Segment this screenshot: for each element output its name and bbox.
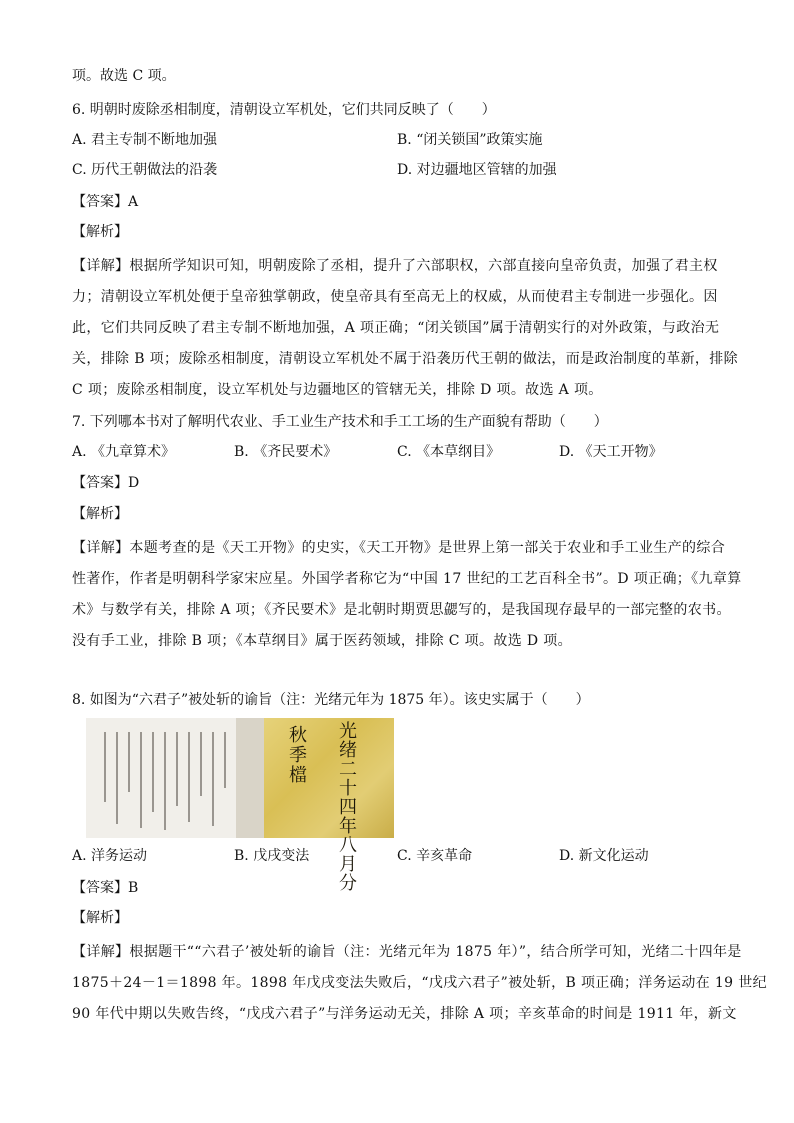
q6-detail-line: 力；清朝设立军机处便于皇帝独掌朝政，使皇帝具有至高无上的权威，从而使君主专制进一步强化。因 [72,289,718,305]
q7-detail-line: 术》与数学有关，排除 A 项；《齐民要术》是北朝时期贾思勰写的，是我国现存最早的一部完整的农书。 [72,602,731,618]
q6-detail-line: 【详解】根据所学知识可知，明朝废除了丞相，提升了六部职权，六部直接向皇帝负责，加强了君主权 [72,258,718,274]
q6-detail-line: C 项；废除丞相制度，设立军机处与边疆地区的管辖无关，排除 D 项。故选 A 项。 [72,382,603,398]
q8-option-d: D. 新文化运动 [559,848,649,864]
edict-spine [236,718,264,838]
q8-detail-line: 1875＋24－1＝1898 年。1898 年戊戌变法失败后，“戊戌六君子”被处斩，B 项正确；洋务运动在 19 世纪 [72,975,767,991]
q6-detail-line: 此，它们共同反映了君主专制不断地加强，A 项正确；“闭关锁国”属于清朝实行的对外政策，与政治无 [72,320,720,336]
q8-detail-line: 90 年代中期以失败告终，“戊戌六君子”与洋务运动无关，排除 A 项；辛亥革命的时间是 1911 年，新文 [72,1006,737,1022]
q7-option-b: B. 《齐民要术》 [234,444,338,460]
q8-detail-line: 【详解】根据题干““六君子’被处斩的谕旨（注：光绪元年为 1875 年）”，结合所学可知，光绪二十四年是 [72,944,742,960]
q8-option-b: B. 戊戌变法 [234,848,310,864]
q6-answer: 【答案】A [72,194,139,210]
q6-option-c: C. 历代王朝做法的沿袭 [72,162,218,178]
question-8: 8. 如图为“六君子”被处斩的谕旨（注：光绪元年为 1875 年）。该史实属于（ ） [72,692,590,708]
q8-option-a: A. 洋务运动 [72,848,148,864]
q6-option-d: D. 对边疆地区管辖的加强 [397,162,557,178]
q7-option-a: A. 《九章算术》 [72,444,176,460]
q6-analysis-label: 【解析】 [72,224,128,240]
q6-detail-line: 关，排除 B 项；废除丞相制度，清朝设立军机处不属于沿袭历代王朝的做法，而是政治制度的革新，排除 [72,351,738,367]
q7-detail-line: 【详解】本题考查的是《天工开物》的史实，《天工开物》是世界上第一部关于农业和手工业生产的综合 [72,540,726,556]
q8-answer: 【答案】B [72,880,139,896]
q8-analysis-label: 【解析】 [72,910,128,926]
question-6: 6. 明朝时废除丞相制度，清朝设立军机处，它们共同反映了（ ） [72,102,496,118]
edict-cover-main-label: 光绪二十四年八月分 [339,721,357,894]
q7-detail-line: 没有手工业，排除 B 项；《本草纲目》属于医药领域，排除 C 项。故选 D 项。 [72,633,572,649]
text-line: 项。故选 C 项。 [72,68,176,84]
question-7: 7. 下列哪本书对了解明代农业、手工业生产技术和手工工场的生产面貌有帮助（ ） [72,414,608,430]
edict-cover-side-label: 秋季檔 [289,725,307,786]
q6-option-a: A. 君主专制不断地加强 [72,132,218,148]
q7-option-d: D. 《天工开物》 [559,444,663,460]
q7-option-c: C. 《本草纲目》 [397,444,501,460]
q7-answer: 【答案】D [72,475,140,491]
edict-text-page [86,718,236,838]
q7-detail-line: 性著作，作者是明朝科学家宋应星。外国学者称它为“中国 17 世纪的工艺百科全书”。D 项正确；《九章算 [72,571,742,587]
q6-option-b: B. “闭关锁国”政策实施 [397,132,543,148]
q7-analysis-label: 【解析】 [72,506,128,522]
q8-option-c: C. 辛亥革命 [397,848,473,864]
